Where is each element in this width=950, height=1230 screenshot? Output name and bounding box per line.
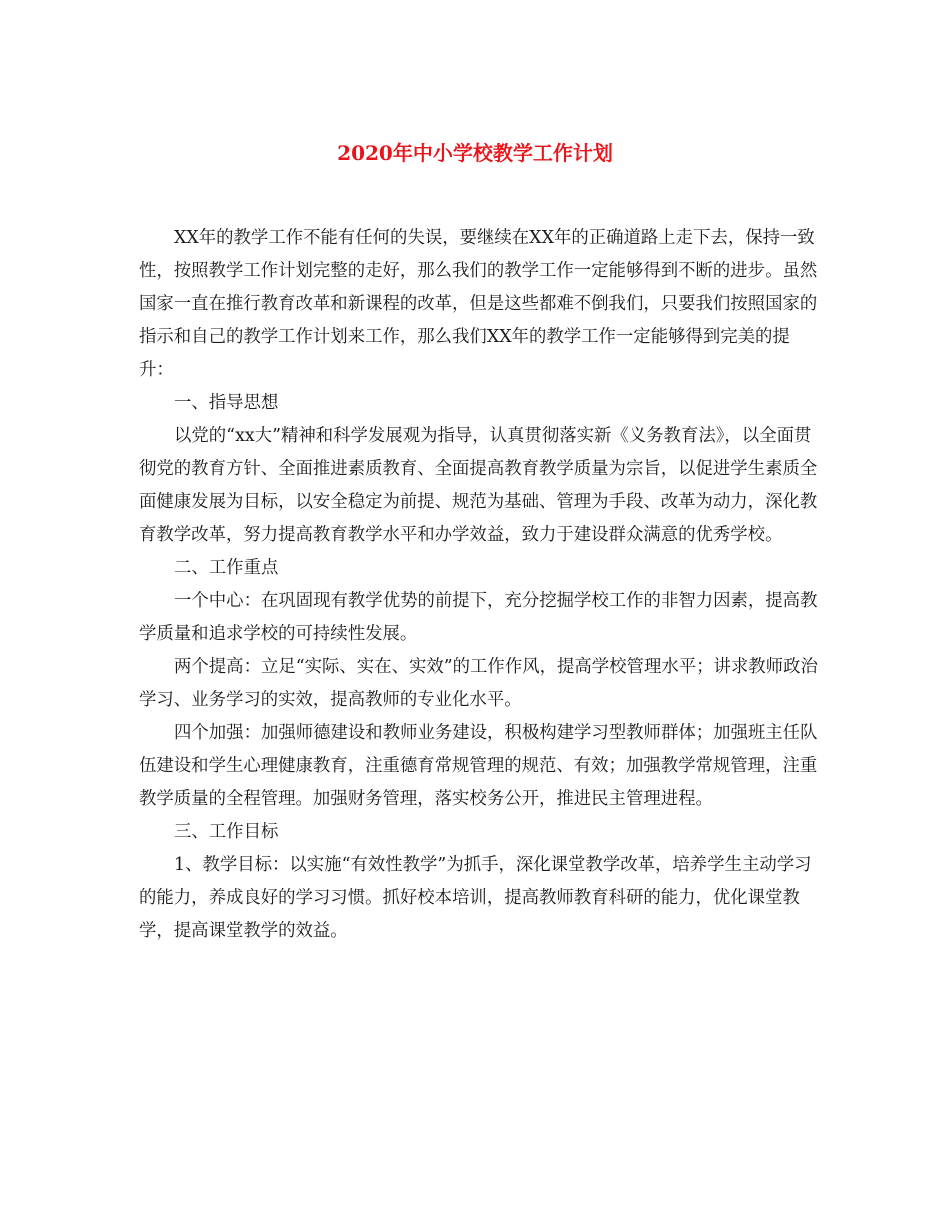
section-heading-work-focus: 二、工作重点	[174, 558, 279, 578]
section-heading-work-goals: 三、工作目标	[174, 822, 279, 842]
teaching-goal-paragraph: 1、教学目标：以实施“有效性教学”为抓手，深化课堂教学改革，培养学生主动学习的能力，养成良好的学习习惯。抓好校本培训，提高教师教育科研的能力，优化课堂教学，提高课堂教学的效益。	[139, 855, 812, 941]
focus-two-improvements-paragraph: 两个提高：立足“实际、实在、实效”的工作作风，提高学校管理水平；讲求教师政治学习、业务学习的实效，提高教师的专业化水平。	[139, 657, 818, 710]
focus-one-center-paragraph: 一个中心：在巩固现有教学优势的前提下，充分挖掘学校工作的非智力因素，提高教学质量和追求学校的可持续性发展。	[139, 591, 818, 644]
focus-four-strengthenings-paragraph: 四个加强：加强师德建设和教师业务建设，积极构建学习型教师群体；加强班主任队伍建设和学生心理健康教育，注重德育常规管理的规范、有效；加强教学常规管理，注重教学质量的全程管理。加强财务管理，落实校务公开，推进民主管理进程。	[139, 723, 818, 809]
section-heading-guiding-ideology: 一、指导思想	[174, 393, 279, 413]
document-body	[139, 222, 819, 948]
intro-paragraph: XX年的教学工作不能有任何的失误，要继续在XX年的正确道路上走下去，保持一致性，按照教学工作计划完整的走好，那么我们的教学工作一定能够得到不断的进步。虽然国家一直在推行教育改革和新课程的改革，但是这些都难不倒我们，只要我们按照国家的指示和自己的教学工作计划来工作，那么我们XX年的教学工作一定能够得到完美的提升：	[139, 228, 818, 380]
document-title: 2020年中小学校教学工作计划	[337, 141, 613, 165]
guiding-ideology-paragraph: 以党的“xx大”精神和科学发展观为指导，认真贯彻落实新《义务教育法》，以全面贯彻党的教育方针、全面推进素质教育、全面提高教育教学质量为宗旨，以促进学生素质全面健康发展为目标，以安全稳定为前提、规范为基础、管理为手段、改革为动力，深化教育教学改革，努力提高教育教学水平和办学效益，致力于建设群众满意的优秀学校。	[139, 426, 818, 545]
